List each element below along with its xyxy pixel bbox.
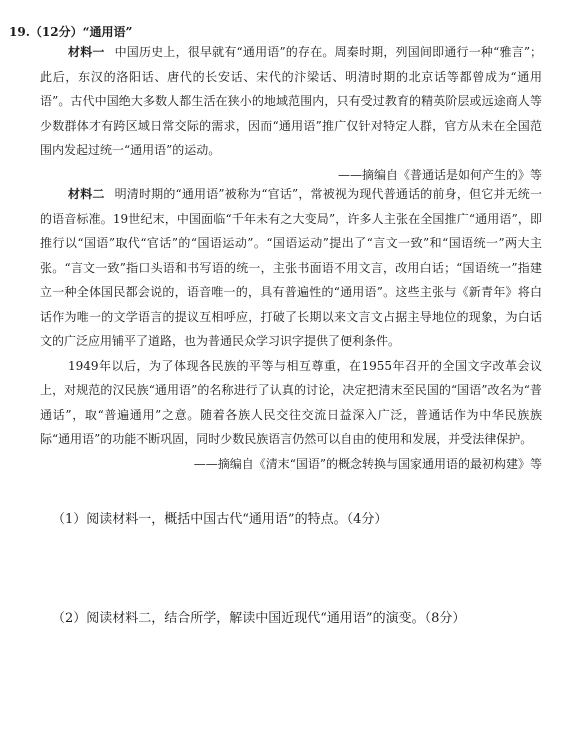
- material-two-paragraph-1: [40, 182, 542, 354]
- sub-question-2: （2）阅读材料二，结合所学，解读中国近现代“通用语”的演变。（8分）: [52, 611, 466, 626]
- material-two-source: ——摘编自《清末“国语”的概念转换与国家通用语的最初构建》等: [193, 456, 542, 471]
- sub-question-1: （1）阅读材料一，概括中国古代“通用语”的特点。（4分）: [52, 512, 388, 527]
- material-two-text-1: 明清时期的“通用语”被称为“官话”，常被视为现代普通话的前身，但它并无统一的语音标准。19世纪末，中国面临“千年未有之大变局”，许多人主张在全国推广“通用语”，即推行以“国语”取代“官话”的“国语运动”。“国语运动”提出了“言文一致”和“国语统一”两大主张。“言文一致”指口头语和书写语的统一，主张书面语不用文言，改用白话；“国语统一”指建立一种全体国民都会说的，语音唯一的，具有普遍性的“通用语”。这些主张与《新青年》将白话作为唯一的文学语言的提议互相呼应，打破了长期以来文言文占据主导地位的现象，为白话文的广泛应用铺平了道路，也为普通民众学习识字提供了便利条件。: [40, 187, 542, 348]
- material-two-label: 材料二: [68, 187, 105, 201]
- material-one-paragraph: [40, 40, 542, 163]
- material-one-source: ——摘编自《普通话是如何产生的》等: [337, 167, 542, 182]
- question-score: （12分）: [29, 25, 83, 39]
- material-one: [40, 40, 542, 187]
- material-one-text: 中国历史上，很早就有“通用语”的存在。周秦时期，列国间即通行一种“雅言”；此后，东汉的洛阳话、唐代的长安话、宋代的汴梁话、明清时期的北京话等都曾成为“通用语”。古代中国绝大多数人都生活在狭小的地域范围内，只有受过教育的精英阶层或远途商人等少数群体才有跨区域日常交际的需求，因而“通用语”推广仅针对特定人群，官方从未在全国范围内发起过统一“通用语”的运动。: [40, 45, 542, 157]
- question-number: 19.: [9, 25, 30, 39]
- material-two-paragraph-2: 1949年以后，为了体现各民族的平等与相互尊重，在1955年召开的全国文字改革会议上，对规范的汉民族“通用语”的名称进行了认真的讨论，决定把清末至民国的“国语”改名为“普通话”，取“普遍通用”之意。随着各族人民交往交流日益深入广泛，普通话作为中华民族族际“通用语”的功能不断巩固，同时少数民族语言仍然可以自由的使用和发展，并受法律保护。: [40, 358, 542, 446]
- question-title: “通用语”: [82, 25, 133, 39]
- material-two: [40, 182, 542, 476]
- question-header: [9, 25, 132, 39]
- material-one-label: 材料一: [68, 45, 105, 59]
